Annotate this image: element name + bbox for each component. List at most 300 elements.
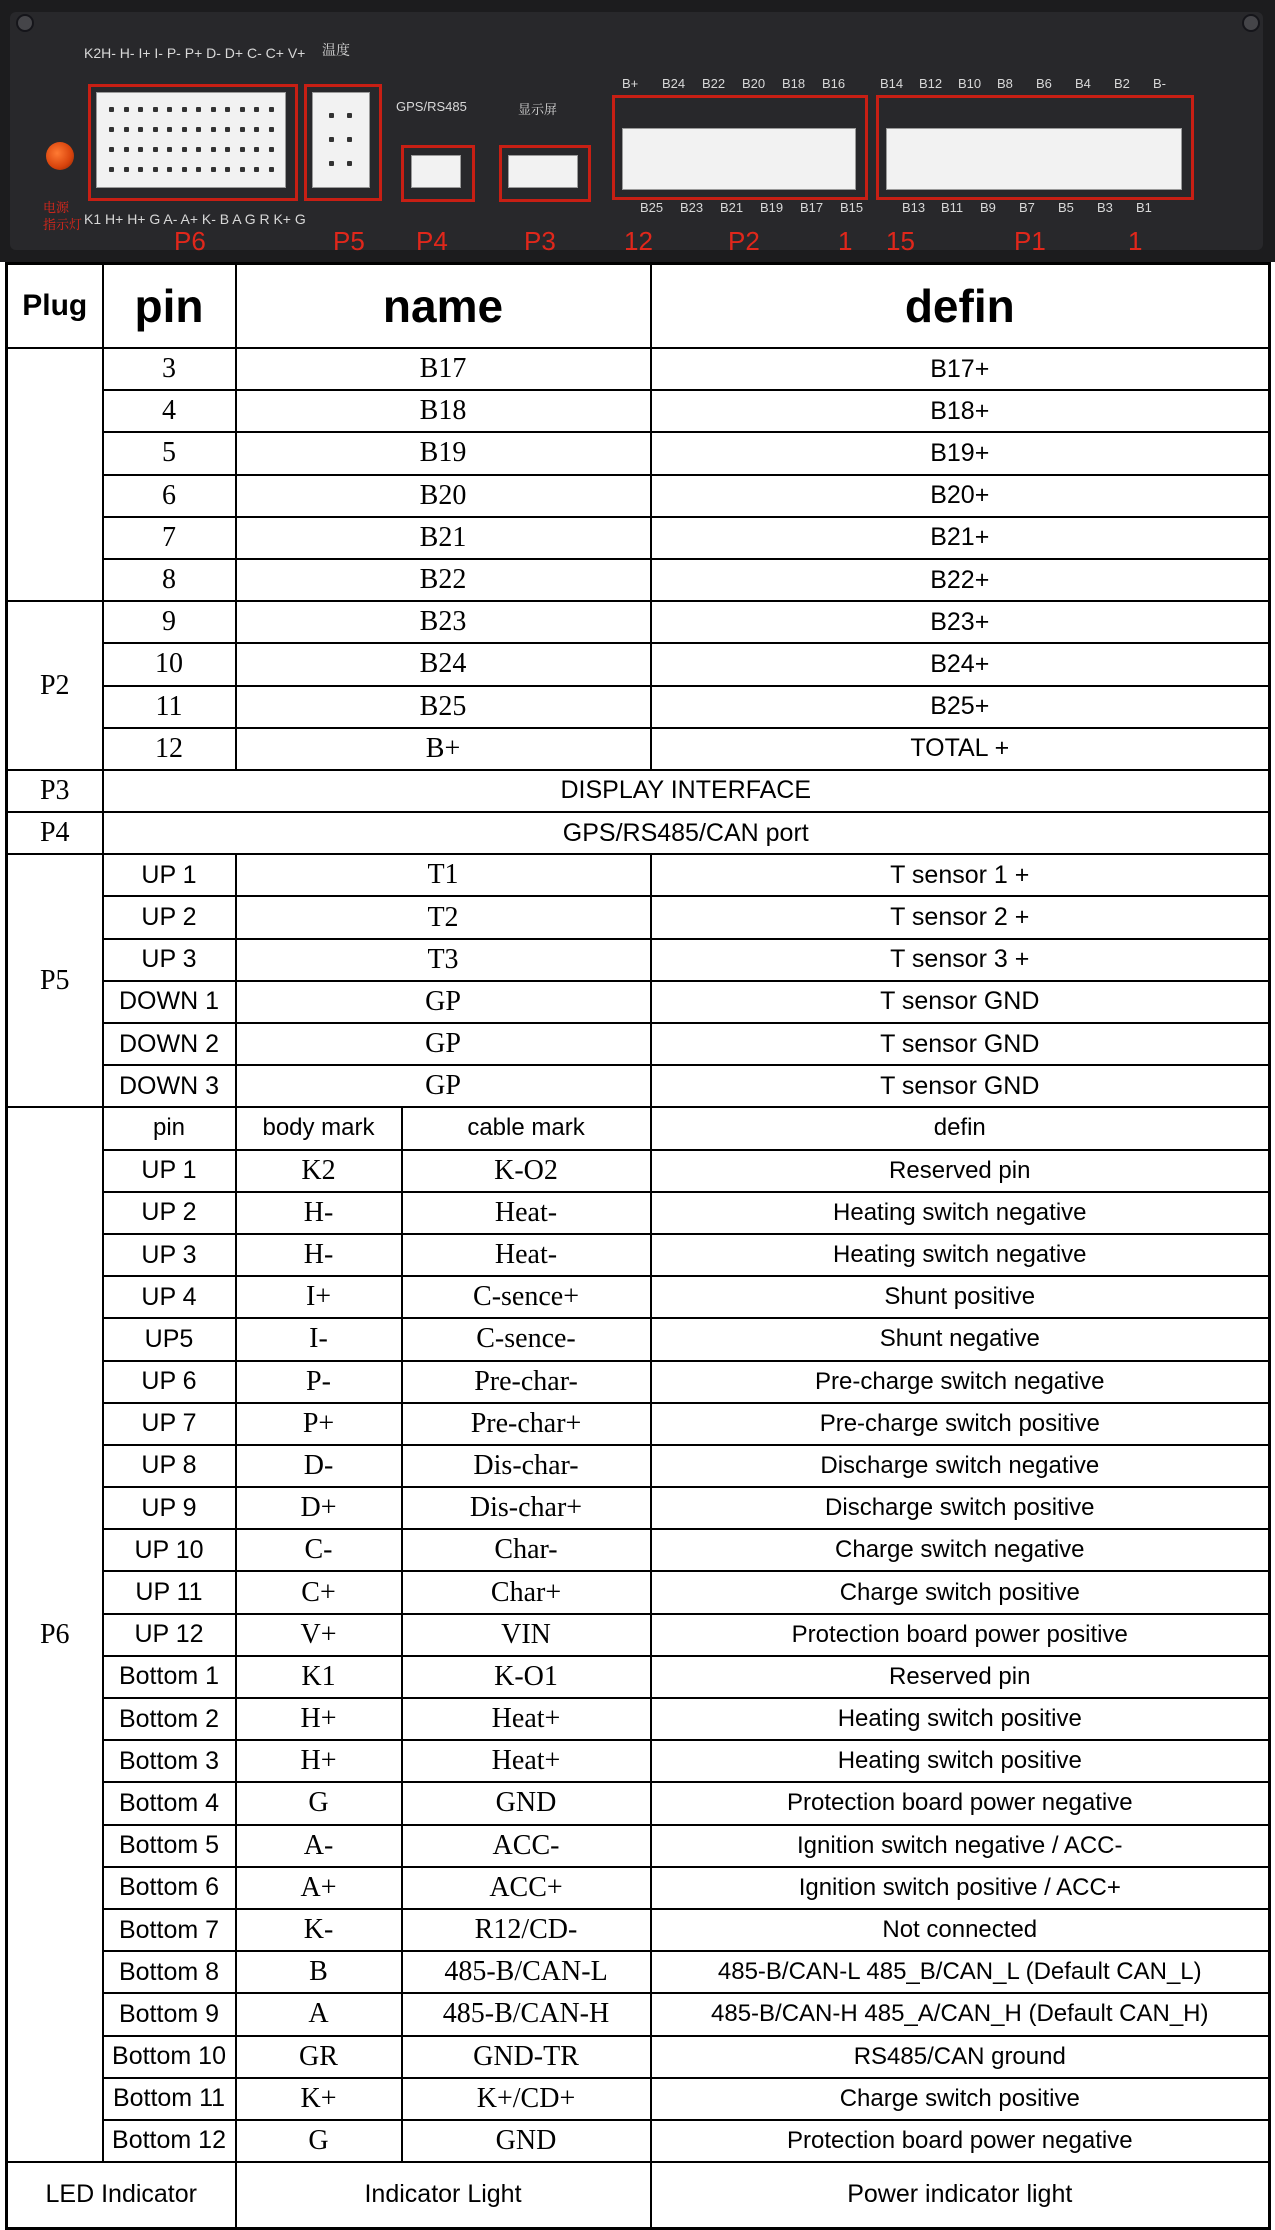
terminal-label: B15 [840, 200, 864, 215]
connector-pin [109, 107, 114, 112]
pin-cell: 4 [103, 390, 236, 432]
pin-cell: UP 12 [103, 1614, 236, 1656]
name-cell: GP [236, 981, 651, 1023]
table-row [7, 1318, 1270, 1360]
pin-cell: Bottom 4 [103, 1782, 236, 1824]
connector-pin [138, 127, 143, 132]
connector-pin [347, 161, 352, 166]
table-row [7, 1614, 1270, 1656]
pin-cell: UP 9 [103, 1487, 236, 1529]
body-mark-cell: D- [236, 1445, 402, 1487]
cable-mark-cell: VIN [402, 1614, 651, 1656]
defin-cell: Protection board power negative [651, 2120, 1270, 2162]
cable-mark-cell: Heat+ [402, 1698, 651, 1740]
connector-pin [329, 161, 334, 166]
defin-cell: T sensor 1 + [651, 854, 1270, 896]
table-row [7, 517, 1270, 559]
body-mark-cell: B [236, 1951, 402, 1993]
terminal-label: B12 [919, 76, 943, 91]
name-cell: B18 [236, 390, 651, 432]
p2-range-left: 12 [624, 226, 653, 256]
pin-cell: UP 7 [103, 1403, 236, 1445]
body-mark-cell: D+ [236, 1487, 402, 1529]
table-row [7, 432, 1270, 474]
cable-mark-cell: Pre-char- [402, 1361, 651, 1403]
pin-cell: UP 8 [103, 1445, 236, 1487]
cable-mark-cell: Heat- [402, 1192, 651, 1234]
name-cell: T3 [236, 939, 651, 981]
connector-pin [109, 127, 114, 132]
name-cell: B25 [236, 686, 651, 728]
table-row [7, 1487, 1270, 1529]
connector-pin [153, 127, 158, 132]
connector-pin [347, 113, 352, 118]
connector-pin [196, 127, 201, 132]
connector-pin [196, 147, 201, 152]
cable-mark-cell: R12/CD- [402, 1909, 651, 1951]
cable-mark-cell: K+/CD+ [402, 2078, 651, 2120]
connector-pin [269, 127, 274, 132]
pin-cell: 7 [103, 517, 236, 559]
connector-pin [196, 167, 201, 172]
terminal-label: B23 [680, 200, 704, 215]
terminal-label: B1 [1136, 200, 1152, 215]
body-mark-cell: A+ [236, 1867, 402, 1909]
terminal-label: B14 [880, 76, 904, 91]
pin-cell: UP 4 [103, 1276, 236, 1318]
defin-column-header: defin [651, 264, 1270, 349]
cable-mark-cell: K-O2 [402, 1150, 651, 1192]
connector-pin [138, 107, 143, 112]
defin-cell: T sensor GND [651, 1023, 1270, 1065]
defin-cell: Discharge switch negative [651, 1445, 1270, 1487]
p3-connector [508, 155, 578, 188]
terminal-label: B11 [941, 200, 964, 215]
connector-pin [329, 113, 334, 118]
pin-cell: 8 [103, 559, 236, 601]
pin-cell: Bottom 7 [103, 1909, 236, 1951]
gps-label: GPS/RS485 [396, 99, 467, 114]
display-label: 显示屏 [518, 102, 558, 117]
terminal-label: B13 [902, 200, 926, 215]
pin-cell: UP 3 [103, 1234, 236, 1276]
cable-mark-cell: Dis-char+ [402, 1487, 651, 1529]
connector-pin [254, 107, 259, 112]
connector-pin [240, 167, 245, 172]
p3-plug-label: P3 [524, 226, 556, 256]
connector-pin [225, 147, 230, 152]
p1-range-right: 1 [1128, 226, 1143, 256]
pin-cell: 11 [103, 686, 236, 728]
table-row [7, 1993, 1270, 2035]
defin-cell: Shunt negative [651, 1318, 1270, 1360]
body-mark-cell: K2 [236, 1150, 402, 1192]
connector-pin [225, 127, 230, 132]
table-row [7, 1782, 1270, 1824]
table-row [7, 2078, 1270, 2120]
table-row [7, 854, 1270, 896]
table-row [7, 1529, 1270, 1571]
connector-pin [269, 107, 274, 112]
defin-cell: Protection board power negative [651, 1782, 1270, 1824]
pin-cell: 10 [103, 643, 236, 685]
terminal-label: B21 [720, 200, 744, 215]
connector-pin [182, 147, 187, 152]
table-row [7, 686, 1270, 728]
pin-cell: DOWN 3 [103, 1065, 236, 1107]
defin-cell: Ignition switch negative / ACC- [651, 1825, 1270, 1867]
pin-cell: UP 1 [103, 1150, 236, 1192]
pin-cell: Bottom 8 [103, 1951, 236, 1993]
name-cell: GP [236, 1065, 651, 1107]
p1-range-left: 15 [886, 226, 915, 256]
table-row [7, 1656, 1270, 1698]
pin-cell: UP5 [103, 1318, 236, 1360]
pin-cell: 5 [103, 432, 236, 474]
defin-cell: Pre-charge switch positive [651, 1403, 1270, 1445]
pin-column-header: pin [103, 264, 236, 349]
defin-cell: Charge switch positive [651, 1571, 1270, 1613]
power-led-icon [46, 142, 74, 170]
pin-cell: 6 [103, 475, 236, 517]
subheader-defin: defin [651, 1107, 1270, 1149]
terminal-label: B25 [640, 200, 664, 215]
body-mark-cell: I+ [236, 1276, 402, 1318]
screw-icon [1242, 14, 1260, 32]
terminal-label: B9 [980, 200, 996, 215]
terminal-label: B10 [958, 76, 982, 91]
led-name-cell: Indicator Light [236, 2162, 651, 2228]
defin-cell: Discharge switch positive [651, 1487, 1270, 1529]
name-cell: T2 [236, 896, 651, 938]
body-mark-cell: C- [236, 1529, 402, 1571]
pin-cell: UP 11 [103, 1571, 236, 1613]
table-row [7, 390, 1270, 432]
name-cell: T1 [236, 854, 651, 896]
defin-cell: B25+ [651, 686, 1270, 728]
connector-pin [167, 127, 172, 132]
name-cell: B22 [236, 559, 651, 601]
table-row [7, 1192, 1270, 1234]
name-cell: B20 [236, 475, 651, 517]
pin-cell: Bottom 6 [103, 1867, 236, 1909]
defin-cell: B24+ [651, 643, 1270, 685]
terminal-label: B4 [1075, 76, 1091, 91]
connector-pin [211, 167, 216, 172]
table-row [7, 475, 1270, 517]
plug-cell: P2 [7, 601, 103, 770]
table-row [7, 939, 1270, 981]
defin-cell: T sensor 2 + [651, 896, 1270, 938]
connector-pin [254, 167, 259, 172]
connector-pin [167, 167, 172, 172]
table-row [7, 1951, 1270, 1993]
table-row [7, 559, 1270, 601]
defin-cell: Heating switch positive [651, 1698, 1270, 1740]
defin-cell: B17+ [651, 348, 1270, 390]
defin-cell: B19+ [651, 432, 1270, 474]
body-mark-cell: P+ [236, 1403, 402, 1445]
cable-mark-cell: Char- [402, 1529, 651, 1571]
pin-cell: Bottom 5 [103, 1825, 236, 1867]
pin-cell: Bottom 2 [103, 1698, 236, 1740]
cable-mark-cell: Heat- [402, 1234, 651, 1276]
pin-cell: Bottom 9 [103, 1993, 236, 2035]
terminal-label: B17 [800, 200, 824, 215]
table-row [7, 1065, 1270, 1107]
table-row [7, 1403, 1270, 1445]
body-mark-cell: H+ [236, 1698, 402, 1740]
subheader-body-mark: body mark [236, 1107, 402, 1149]
body-mark-cell: GR [236, 2036, 402, 2078]
p6-bottom-marks: K1 H+ H+ G A- A+ K- B A G R K+ G [84, 211, 306, 227]
connector-pin [109, 167, 114, 172]
defin-cell: T sensor 3 + [651, 939, 1270, 981]
body-mark-cell: K- [236, 1909, 402, 1951]
terminal-label: B+ [622, 76, 639, 91]
terminal-label: B8 [997, 76, 1013, 91]
table-row [7, 1361, 1270, 1403]
pin-cell: Bottom 12 [103, 2120, 236, 2162]
table-row [7, 1150, 1270, 1192]
defin-cell: B23+ [651, 601, 1270, 643]
p1-connector [886, 128, 1182, 190]
pin-cell: UP 6 [103, 1361, 236, 1403]
p2-connector [622, 128, 856, 190]
table-row [7, 643, 1270, 685]
defin-cell: Not connected [651, 1909, 1270, 1951]
name-cell: B19 [236, 432, 651, 474]
led-plug-cell: LED Indicator [7, 2162, 236, 2228]
table-row [7, 1698, 1270, 1740]
table-row [7, 601, 1270, 643]
terminal-label: B6 [1036, 76, 1052, 91]
p1-plug-label: P1 [1014, 226, 1046, 256]
connector-pin [240, 147, 245, 152]
table-row [7, 2036, 1270, 2078]
connector-pin [211, 107, 216, 112]
pin-cell: Bottom 3 [103, 1740, 236, 1782]
body-mark-cell: C+ [236, 1571, 402, 1613]
name-cell: B17 [236, 348, 651, 390]
table-row [7, 812, 1270, 854]
defin-cell: B18+ [651, 390, 1270, 432]
terminal-label: B2 [1114, 76, 1130, 91]
cable-mark-cell: C-sence- [402, 1318, 651, 1360]
connector-pin [124, 127, 129, 132]
cable-mark-cell: K-O1 [402, 1656, 651, 1698]
terminal-label: B- [1153, 76, 1166, 91]
defin-cell: T sensor GND [651, 1065, 1270, 1107]
defin-cell: Heating switch negative [651, 1192, 1270, 1234]
terminal-label: B7 [1019, 200, 1035, 215]
connector-pin [329, 137, 334, 142]
p4-plug-label: P4 [416, 226, 448, 256]
connector-pin [225, 167, 230, 172]
body-mark-cell: V+ [236, 1614, 402, 1656]
body-mark-cell: A- [236, 1825, 402, 1867]
body-mark-cell: K1 [236, 1656, 402, 1698]
pin-cell: DOWN 1 [103, 981, 236, 1023]
table-row [7, 770, 1270, 812]
connector-pin [225, 107, 230, 112]
table-row [7, 1867, 1270, 1909]
connector-pin [167, 107, 172, 112]
plug-cell: P5 [7, 854, 103, 1107]
led-label-line1: 电源 [43, 200, 70, 215]
table-row [7, 1825, 1270, 1867]
pin-cell: UP 2 [103, 896, 236, 938]
table-row [7, 1909, 1270, 1951]
defin-cell: 485-B/CAN-L 485_B/CAN_L (Default CAN_L) [651, 1951, 1270, 1993]
defin-cell: Shunt positive [651, 1276, 1270, 1318]
table-row [7, 896, 1270, 938]
body-mark-cell: A [236, 1993, 402, 2035]
defin-cell: Protection board power positive [651, 1614, 1270, 1656]
connector-pin [211, 147, 216, 152]
cable-mark-cell: ACC- [402, 1825, 651, 1867]
defin-cell: 485-B/CAN-H 485_A/CAN_H (Default CAN_H) [651, 1993, 1270, 2035]
connector-pin [124, 167, 129, 172]
defin-cell: Ignition switch positive / ACC+ [651, 1867, 1270, 1909]
cable-mark-cell: GND [402, 1782, 651, 1824]
terminal-label: B20 [742, 76, 766, 91]
pin-cell: 12 [103, 728, 236, 770]
name-column-header: name [236, 264, 651, 349]
pin-cell: DOWN 2 [103, 1023, 236, 1065]
led-defin-cell: Power indicator light [651, 2162, 1270, 2228]
name-cell: B21 [236, 517, 651, 559]
defin-cell: Charge switch negative [651, 1529, 1270, 1571]
connector-pin [124, 107, 129, 112]
plug-cell: P4 [7, 812, 103, 854]
subheader-cable-mark: cable mark [402, 1107, 651, 1149]
name-cell: B23 [236, 601, 651, 643]
defin-cell: B21+ [651, 517, 1270, 559]
defin-cell: Reserved pin [651, 1656, 1270, 1698]
body-mark-cell: I- [236, 1318, 402, 1360]
plug-column-header: Plug [7, 264, 103, 349]
pin-cell: UP 3 [103, 939, 236, 981]
name-cell: B24 [236, 643, 651, 685]
defin-cell: Heating switch positive [651, 1740, 1270, 1782]
p6-plug-label: P6 [174, 226, 206, 256]
body-mark-cell: K+ [236, 2078, 402, 2120]
pin-cell: 9 [103, 601, 236, 643]
p5-connector [312, 92, 370, 188]
plug-cell: P6 [7, 1107, 103, 2162]
pin-cell: UP 1 [103, 854, 236, 896]
connector-pin [347, 137, 352, 142]
connector-pin [182, 127, 187, 132]
cable-mark-cell: C-sence+ [402, 1276, 651, 1318]
p5-plug-label: P5 [333, 226, 365, 256]
pin-cell: Bottom 10 [103, 2036, 236, 2078]
body-mark-cell: H- [236, 1192, 402, 1234]
terminal-label: B16 [822, 76, 846, 91]
terminal-label: B22 [702, 76, 726, 91]
table-row [7, 1571, 1270, 1613]
defin-cell: Pre-charge switch negative [651, 1361, 1270, 1403]
name-cell: GP [236, 1023, 651, 1065]
plug-cell: P3 [7, 770, 103, 812]
table-row [7, 1445, 1270, 1487]
plug-cell-blank [7, 348, 103, 601]
cable-mark-cell: 485-B/CAN-H [402, 1993, 651, 2035]
pin-cell: 3 [103, 348, 236, 390]
cable-mark-cell: ACC+ [402, 1867, 651, 1909]
table-row [7, 2162, 1270, 2228]
terminal-label: B19 [760, 200, 784, 215]
table-row [7, 981, 1270, 1023]
name-cell: B+ [236, 728, 651, 770]
defin-cell: Heating switch negative [651, 1234, 1270, 1276]
p2-plug-label: P2 [728, 226, 760, 256]
defin-cell: Charge switch positive [651, 2078, 1270, 2120]
screw-icon [16, 14, 34, 32]
p4-connector [411, 155, 461, 188]
pin-definition-table [5, 262, 1271, 2230]
defin-cell: RS485/CAN ground [651, 2036, 1270, 2078]
connector-pin [109, 147, 114, 152]
cable-mark-cell: Dis-char- [402, 1445, 651, 1487]
connector-pin [269, 147, 274, 152]
table-row [7, 1740, 1270, 1782]
merged-defin-cell: GPS/RS485/CAN port [103, 812, 1270, 854]
connector-pin [138, 167, 143, 172]
terminal-label: B24 [662, 76, 686, 91]
connector-pin [254, 147, 259, 152]
defin-cell: TOTAL + [651, 728, 1270, 770]
pin-cell: UP 10 [103, 1529, 236, 1571]
table-row [7, 1276, 1270, 1318]
cable-mark-cell: GND [402, 2120, 651, 2162]
p6-top-marks: K2H- H- I+ I- P- P+ D- D+ C- C+ V+ [84, 45, 306, 61]
table-row [7, 2120, 1270, 2162]
pin-cell: Bottom 1 [103, 1656, 236, 1698]
temp-label: 温度 [322, 42, 350, 58]
table-row [7, 348, 1270, 390]
body-mark-cell: G [236, 1782, 402, 1824]
connector-pin [196, 107, 201, 112]
table-row [7, 1234, 1270, 1276]
connector-pin [124, 147, 129, 152]
device-panel [0, 0, 1275, 262]
connector-pin [254, 127, 259, 132]
table-row [7, 728, 1270, 770]
body-mark-cell: G [236, 2120, 402, 2162]
connector-pin [240, 107, 245, 112]
defin-cell: T sensor GND [651, 981, 1270, 1023]
connector-pin [240, 127, 245, 132]
defin-cell: B22+ [651, 559, 1270, 601]
connector-pin [182, 167, 187, 172]
cable-mark-cell: GND-TR [402, 2036, 651, 2078]
connector-pin [269, 167, 274, 172]
connector-pin [153, 147, 158, 152]
led-label-line2: 指示灯 [43, 217, 83, 232]
body-mark-cell: H+ [236, 1740, 402, 1782]
cable-mark-cell: Pre-char+ [402, 1403, 651, 1445]
table-header-row [7, 264, 1270, 349]
terminal-label: B5 [1058, 200, 1074, 215]
body-mark-cell: P- [236, 1361, 402, 1403]
merged-defin-cell: DISPLAY INTERFACE [103, 770, 1270, 812]
p2-range-right: 1 [838, 226, 853, 256]
body-mark-cell: H- [236, 1234, 402, 1276]
defin-cell: B20+ [651, 475, 1270, 517]
connector-pin [167, 147, 172, 152]
